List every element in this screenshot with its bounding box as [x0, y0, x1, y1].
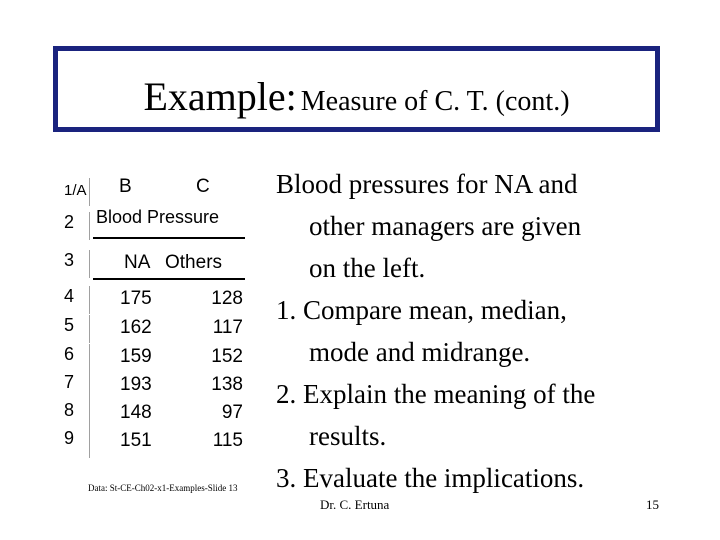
- others-value: 152: [211, 346, 243, 367]
- blood-pressure-heading: Blood Pressure: [96, 207, 220, 227]
- na-value: 151: [120, 430, 152, 451]
- row-number: 4: [55, 286, 90, 314]
- intro-line: other managers are given: [309, 211, 582, 241]
- na-value: 193: [120, 374, 152, 395]
- item-2-cont: results.: [309, 421, 387, 451]
- item-2: 2. Explain the meaning of the: [276, 379, 596, 409]
- column-b-header: B: [119, 176, 132, 197]
- row-number: 9: [55, 428, 90, 458]
- others-value: 128: [211, 288, 243, 309]
- title-box: [53, 46, 660, 132]
- na-value: 175: [120, 288, 152, 309]
- na-value: 148: [120, 402, 152, 423]
- others-value: 97: [221, 402, 243, 423]
- row-number: 7: [55, 372, 90, 400]
- row-number: 6: [55, 344, 90, 372]
- column-underline: [93, 278, 245, 280]
- column-c-header: C: [196, 176, 210, 197]
- others-value: 117: [212, 317, 243, 338]
- item-3: 3. Evaluate the implications.: [276, 463, 585, 493]
- slide-title: [58, 73, 655, 120]
- row-number: 8: [55, 400, 90, 428]
- slide-text: [276, 163, 696, 499]
- others-value: 138: [211, 374, 243, 395]
- page-number: 15: [646, 497, 659, 512]
- na-value: 159: [120, 346, 152, 367]
- heading-underline: [93, 237, 245, 239]
- na-value: 162: [120, 317, 152, 338]
- row-3-label: 3: [55, 250, 90, 278]
- footer-author: Dr. C. Ertuna: [320, 497, 390, 512]
- column-na-header: NA: [124, 252, 151, 273]
- item-1: 1. Compare mean, median,: [276, 295, 567, 325]
- others-value: 115: [212, 430, 243, 451]
- intro-line: Blood pressures for NA and: [276, 169, 578, 199]
- data-source-note: Data: St-CE-Ch02-x1-Examples-Slide 13: [88, 483, 238, 493]
- column-others-header: Others: [165, 252, 223, 273]
- corner-cell: 1/A: [55, 178, 90, 206]
- intro-line: on the left.: [309, 253, 426, 283]
- row-number: 5: [55, 315, 90, 343]
- title-sub: Measure of C. T. (cont.): [300, 86, 570, 117]
- row-2-label: 2: [55, 212, 90, 240]
- item-1-cont: mode and midrange.: [309, 337, 531, 367]
- title-main: Example:: [143, 74, 297, 119]
